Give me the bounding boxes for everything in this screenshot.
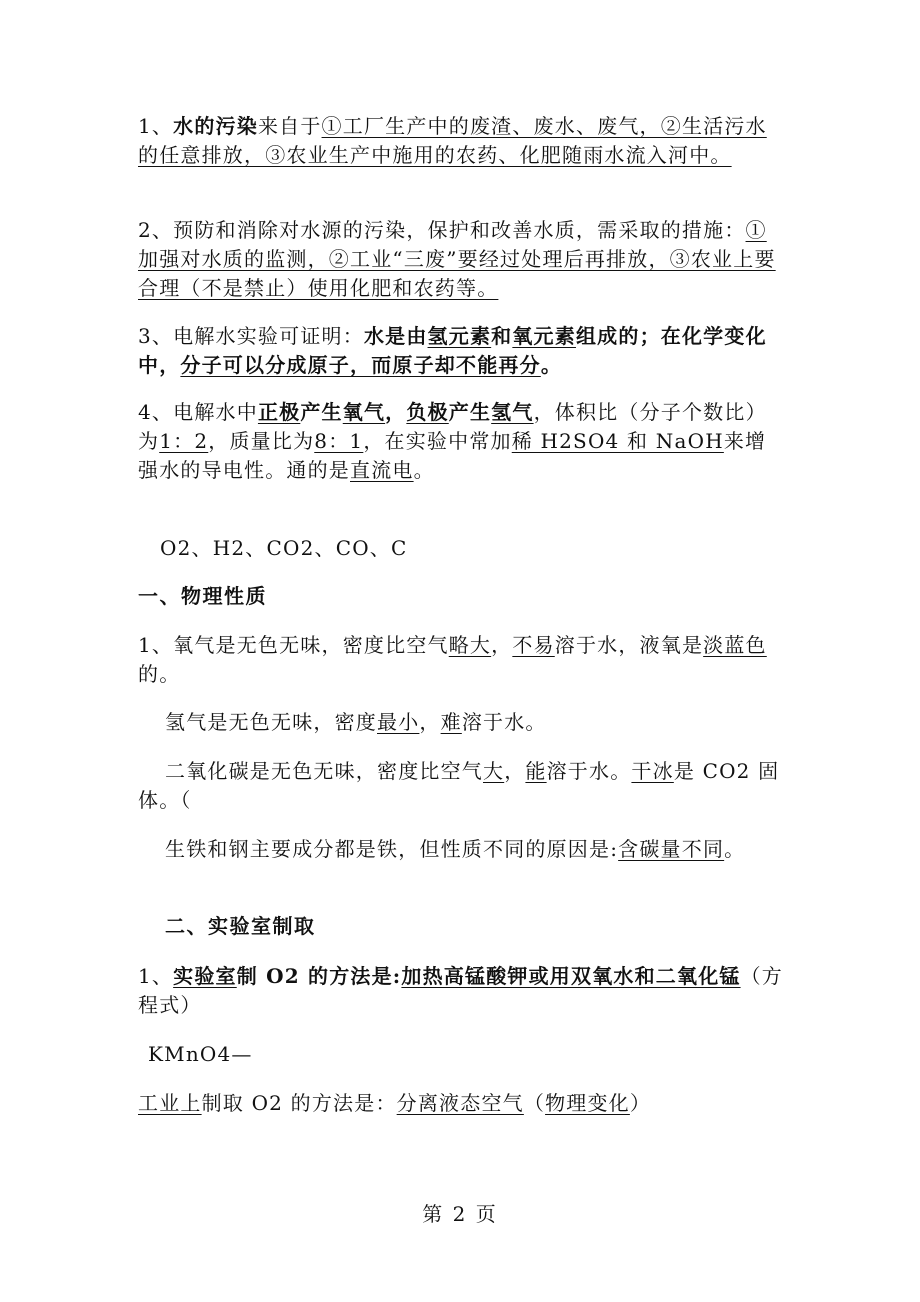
underlined-text: ①加强对水质的监测，②工业“三废”要经过处理后再排放，③农业上要合理（不是禁止）使用化肥和农药等。: [138, 218, 776, 300]
text-span: 二氧化碳是无色无味，密度比空气: [165, 759, 483, 783]
underlined-text: ①工厂生产中的废渣、废水、废气，②生活污水的任意排放，③农业生产中施用的农药、化肥随雨水流入河中。: [138, 114, 767, 167]
bold-text: 。: [540, 353, 563, 377]
section-heading-physical-properties: 一、物理性质: [138, 584, 267, 608]
bold-text: ，: [385, 400, 407, 424]
text-span: ，质量比为: [208, 429, 315, 453]
underlined-text: 1：2: [159, 429, 209, 453]
bold-text: 和: [491, 324, 513, 348]
bold-term: 水的污染: [173, 114, 258, 138]
bold-text: 产生: [448, 400, 492, 424]
text-span: 1、氧气是无色无味，密度比空气: [138, 633, 449, 657]
underlined-text: 略大: [448, 633, 492, 657]
underlined-text: 直流电: [350, 458, 414, 482]
text-span: 的。: [138, 662, 181, 686]
underlined-text: 能: [525, 759, 547, 783]
text-span: 制取 O2 的方法是：: [201, 1091, 397, 1115]
text-span: 1、: [138, 964, 174, 988]
paragraph-electrolysis-proof: [138, 322, 783, 380]
text-span: ）: [629, 1091, 652, 1115]
paragraph-carbon-dioxide: [138, 757, 783, 815]
text-span: ，: [504, 759, 526, 783]
text-span: 3、电解水实验可证明：: [138, 324, 364, 348]
text-span: （: [523, 1091, 546, 1115]
underlined-text: 难: [440, 710, 462, 734]
formula-line: KMnO4—: [148, 1042, 253, 1066]
underlined-text: 物理变化: [545, 1091, 630, 1115]
bold-underlined-text: 负极: [406, 400, 449, 424]
text-span: （方程式）: [138, 964, 783, 1017]
text-span: 溶于水。: [461, 710, 547, 734]
paragraph-lab-oxygen: [138, 962, 783, 1020]
paragraph-hydrogen: [165, 708, 810, 737]
bold-underlined-text: 氢气: [491, 400, 534, 424]
bold-underlined-text: 氧元素: [512, 324, 576, 348]
text-span: 溶于水，液氧是: [554, 633, 704, 657]
bold-text: 水是由: [363, 324, 428, 348]
text-span: ，体积比（分子个数比）为: [138, 400, 767, 453]
paragraph-iron-steel: [138, 835, 783, 864]
paragraph-prevention: [138, 216, 783, 303]
bold-underlined-text: 加热高锰酸钾或用双氧水和二氧化锰: [401, 964, 741, 988]
underlined-text: 含碳量不同: [618, 837, 725, 861]
text-span: 。: [413, 458, 435, 482]
bold-text: 产生: [300, 400, 343, 424]
paragraph-industrial-oxygen: [138, 1089, 783, 1118]
subtitle-substances: O2、H2、CO2、CO、C: [160, 536, 408, 560]
underlined-text: 淡蓝色: [703, 633, 767, 657]
bold-underlined-text: 实验室: [173, 964, 237, 988]
underlined-text: 8：1: [314, 429, 364, 453]
underlined-text: 不易: [512, 633, 555, 657]
bold-underlined-text: 分子可以分成原子，而原子却不能再分: [180, 353, 541, 377]
text-span: ，在实验中常加: [363, 429, 512, 453]
text-span: 来自于: [257, 114, 322, 138]
paragraph-electrolysis-details: [138, 398, 783, 485]
underlined-text: 分离液态空气: [396, 1091, 524, 1115]
paragraph-water-pollution: [138, 112, 783, 170]
text-span: 氢气是无色无味，密度: [165, 710, 377, 734]
bold-text: 制 O2 的方法是:: [236, 964, 402, 988]
bold-underlined-text: 正极: [257, 400, 301, 424]
paragraph-oxygen: [138, 631, 783, 689]
text-span: 2、预防和消除对水源的污染，保护和改善水质，需采取的措施：: [138, 218, 746, 242]
underlined-text: 最小: [377, 710, 420, 734]
text-span: ，: [419, 710, 441, 734]
text-span: 4、电解水中: [138, 400, 258, 424]
underlined-text: 工业上: [138, 1091, 202, 1115]
text-span: 溶于水。: [546, 759, 632, 783]
underlined-text: 干冰: [631, 759, 674, 783]
page-number-footer: 第 2 页: [422, 1202, 498, 1226]
bold-underlined-text: 氢元素: [427, 324, 492, 348]
underlined-text: 大: [483, 759, 505, 783]
text-span: 是 CO2 固体。（: [138, 759, 780, 812]
bold-underlined-text: 氧气: [342, 400, 386, 424]
text-span: 生铁和钢主要成分都是铁，但性质不同的原因是:: [165, 837, 619, 861]
underlined-text: 稀 H2SO4 和 NaOH: [511, 429, 724, 453]
text-span: 。: [724, 837, 746, 861]
text-span: 来增强水的导电性。通的是: [138, 429, 767, 482]
text-span: ，: [491, 633, 513, 657]
section-heading-lab-preparation: 二、实验室制取: [165, 914, 316, 938]
bold-text: 组成的；在化学变化中，: [138, 324, 767, 377]
item-number: 1、: [138, 114, 174, 138]
